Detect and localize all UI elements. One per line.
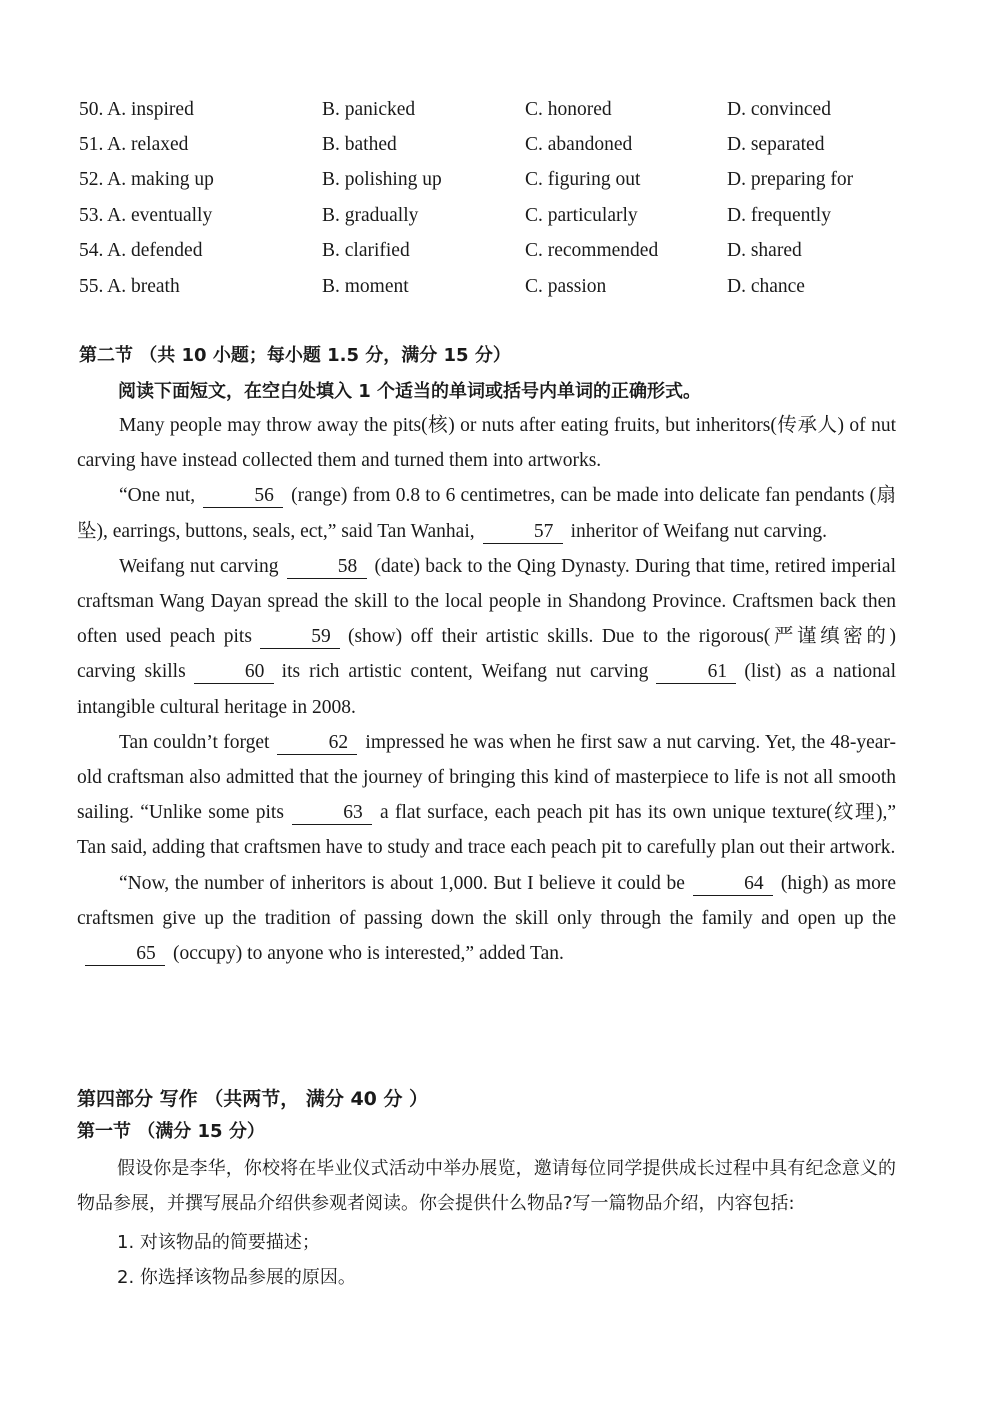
- paragraph-1: Many people may throw away the pits(核) or nuts after eating fruits, but inheritors(传承人) of nut carving have instead collected them and turned them into artworks.: [77, 415, 896, 472]
- text: a flat surface, each peach pit has its own unique texture(纹理),” Tan said, adding that craftsmen have to study and trace each peach pit to carefully plan out their artwork.: [77, 802, 896, 859]
- blank-63[interactable]: 63: [292, 802, 372, 825]
- option-a: 54. A. defended: [79, 240, 203, 262]
- blank-58[interactable]: 58: [287, 556, 367, 579]
- option-d: D. shared: [727, 240, 802, 262]
- text: Weifang nut carving: [119, 555, 279, 577]
- option-c: C. honored: [525, 98, 612, 120]
- blank-59[interactable]: 59: [260, 626, 340, 649]
- option-a: 52. A. making up: [79, 169, 214, 191]
- text: (show) off their artistic skills. Due to the rigorous(严谨缜密的) carving skills: [77, 626, 897, 683]
- option-b: B. moment: [322, 275, 409, 297]
- option-a: 53. A. eventually: [79, 204, 213, 226]
- requirement-2: 2. 你选择该物品参展的原因。: [117, 1267, 356, 1288]
- option-row-52: [79, 163, 919, 198]
- option-row-55: [79, 269, 919, 304]
- option-a: 55. A. breath: [79, 275, 180, 297]
- option-d: D. preparing for: [727, 169, 854, 191]
- option-c: C. recommended: [525, 240, 659, 262]
- text: Tan couldn’t forget: [119, 731, 270, 753]
- option-c: C. particularly: [525, 204, 638, 226]
- blank-57[interactable]: 57: [483, 521, 563, 544]
- text: (date) back to the Qing Dynasty. During that time, retired imperial craftsman Wang Dayan spread the skill to the local people in Shandong Province. Craftsmen back then often used peach pits: [77, 555, 896, 648]
- option-b: B. polishing up: [322, 169, 442, 191]
- part4-prompt: 假设你是李华，你校将在毕业仪式活动中举办展览，邀请每位同学提供成长过程中具有纪念意义的物品参展，并撰写展品介绍供参观者阅读。你会提供什么物品?写一篇物品介绍，内容包括:: [77, 1158, 896, 1214]
- requirement-1: 1. 对该物品的简要描述；: [117, 1232, 320, 1253]
- blank-64[interactable]: 64: [693, 873, 773, 896]
- paragraph-2: [77, 478, 896, 548]
- passage: [77, 408, 896, 971]
- option-a: 50. A. inspired: [79, 98, 194, 120]
- blank-62[interactable]: 62: [277, 732, 357, 755]
- option-b: B. bathed: [322, 134, 397, 156]
- option-b: B. clarified: [322, 240, 410, 262]
- text: (list) as a national intangible cultural heritage in 2008.: [77, 661, 896, 718]
- text: impressed he was when he first saw a nut carving. Yet, the 48-year-old craftsman also admitted that the journey of bringing this kind of masterpiece to life is not all smooth sailing. “Unlike some pits: [77, 731, 896, 824]
- part4-title: 第四部分 写作 （共两节， 满分 40 分 ）: [77, 1088, 429, 1110]
- paragraph-3: [77, 549, 896, 725]
- option-a: 51. A. relaxed: [79, 134, 189, 156]
- text: (occupy) to anyone who is interested,” added Tan.: [173, 943, 564, 965]
- option-c: C. passion: [525, 275, 607, 297]
- answer-options: [79, 92, 919, 304]
- text: (range) from 0.8 to 6 centimetres, can be made into delicate fan pendants (扇坠), earrings, buttons, seals, ect,” said Tan Wanhai,: [77, 485, 896, 542]
- text: (high) as more craftsmen give up the tradition of passing down the skill only through the family and open up the: [77, 872, 897, 929]
- option-d: D. chance: [727, 275, 805, 297]
- text: “One nut,: [119, 485, 196, 507]
- text: its rich artistic content, Weifang nut carving: [281, 661, 649, 683]
- option-row-51: [79, 127, 919, 162]
- blank-61[interactable]: 61: [656, 661, 736, 684]
- option-d: D. convinced: [727, 98, 831, 120]
- option-d: D. frequently: [727, 204, 831, 226]
- part4-writing: [77, 1084, 896, 1295]
- section2-instruction: 阅读下面短文，在空白处填入 1 个适当的单词或括号内单词的正确形式。: [118, 381, 702, 402]
- text: inheritor of Weifang nut carving.: [570, 520, 827, 542]
- blank-65[interactable]: 65: [85, 943, 165, 966]
- option-c: C. figuring out: [525, 169, 641, 191]
- option-c: C. abandoned: [525, 134, 633, 156]
- option-row-53: [79, 198, 919, 233]
- option-b: B. panicked: [322, 98, 416, 120]
- option-b: B. gradually: [322, 204, 419, 226]
- paragraph-5: [77, 866, 896, 972]
- paragraph-4: [77, 725, 896, 866]
- blank-56[interactable]: 56: [203, 485, 283, 508]
- text: “Now, the number of inheritors is about 1,000. But I believe it could be: [119, 872, 685, 894]
- blank-60[interactable]: 60: [194, 661, 274, 684]
- option-row-54: [79, 234, 919, 269]
- section2-title: 第二节 （共 10 小题；每小题 1.5 分，满分 15 分）: [79, 345, 511, 366]
- part4-subtitle: 第一节 （满分 15 分）: [77, 1121, 265, 1142]
- option-d: D. separated: [727, 134, 825, 156]
- option-row-50: [79, 92, 919, 127]
